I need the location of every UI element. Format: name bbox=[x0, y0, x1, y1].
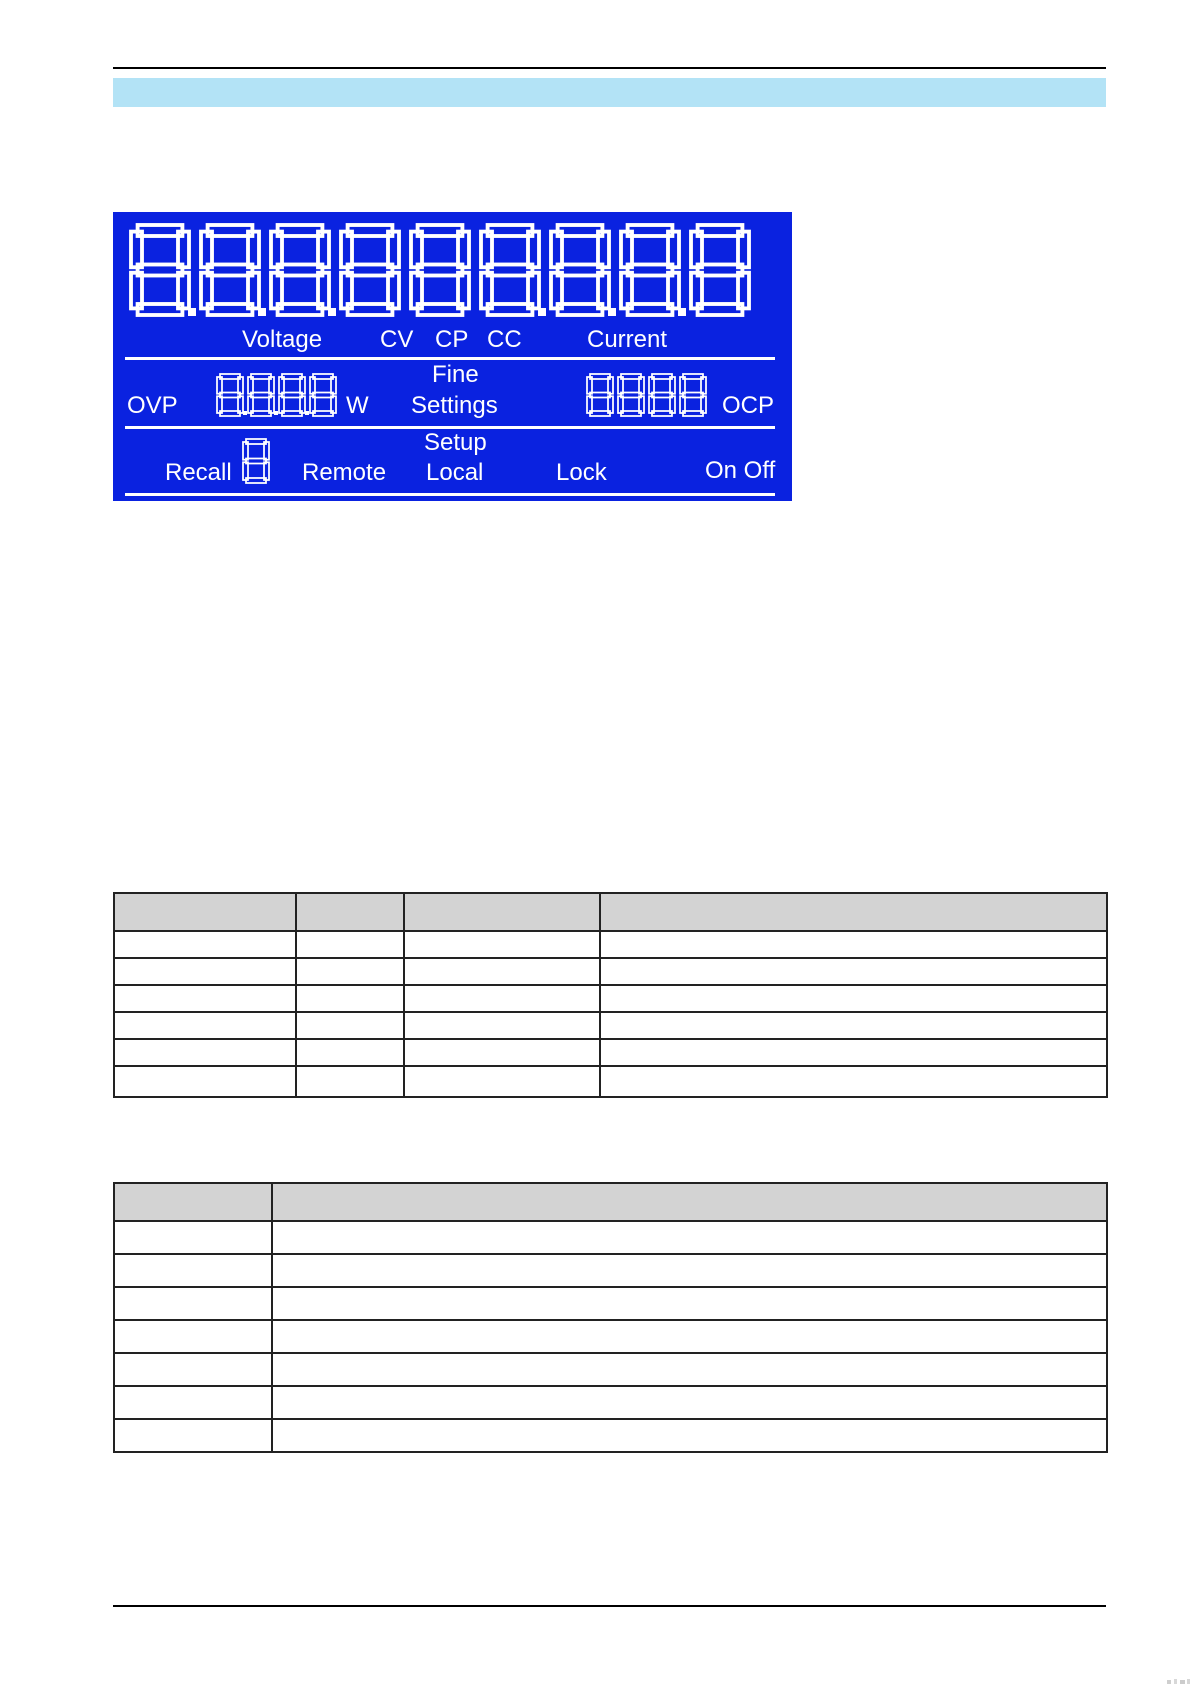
decimal-point bbox=[188, 308, 196, 316]
table-cell bbox=[404, 1066, 600, 1097]
ocp-digit bbox=[587, 374, 613, 416]
table-row bbox=[114, 1066, 1107, 1097]
segment-d bbox=[251, 411, 271, 416]
main-digit bbox=[411, 225, 469, 315]
segment-d bbox=[698, 304, 743, 315]
table-row bbox=[114, 958, 1107, 985]
lcd-label-recall: Recall bbox=[165, 459, 232, 486]
table-row bbox=[114, 1353, 1107, 1386]
segment-d bbox=[652, 411, 672, 416]
segment-a bbox=[208, 225, 253, 236]
segment-d bbox=[246, 478, 266, 483]
segment-d bbox=[278, 304, 323, 315]
segment-g bbox=[558, 265, 603, 276]
segment-g bbox=[208, 265, 253, 276]
table-row bbox=[114, 1287, 1107, 1320]
ovp-digit bbox=[217, 374, 243, 416]
segment-a bbox=[251, 374, 271, 379]
table-header-cell bbox=[296, 893, 404, 931]
lcd-label-cp: CP bbox=[435, 326, 469, 353]
segment-d bbox=[590, 411, 610, 416]
table-row bbox=[114, 985, 1107, 1012]
segment-d bbox=[208, 304, 253, 315]
main-digit bbox=[271, 225, 329, 315]
recall-digit bbox=[243, 439, 269, 483]
table-1 bbox=[113, 892, 1108, 1098]
table-header-cell bbox=[114, 1183, 272, 1221]
table-cell bbox=[114, 985, 296, 1012]
table-cell bbox=[296, 1066, 404, 1097]
table-cell bbox=[272, 1353, 1107, 1386]
main-digit bbox=[621, 225, 679, 315]
segment-a bbox=[313, 374, 333, 379]
segment-a bbox=[220, 374, 240, 379]
table-row bbox=[114, 1221, 1107, 1254]
table-cell bbox=[114, 931, 296, 958]
table-cell bbox=[404, 1039, 600, 1066]
segment-d bbox=[621, 411, 641, 416]
segment-a bbox=[278, 225, 323, 236]
table-cell bbox=[114, 1012, 296, 1039]
table-cell bbox=[272, 1254, 1107, 1287]
decimal-point bbox=[608, 308, 616, 316]
table-row bbox=[114, 1320, 1107, 1353]
segment-d bbox=[628, 304, 673, 315]
table-cell bbox=[296, 1012, 404, 1039]
page-corner-mark bbox=[1165, 1677, 1192, 1685]
table-cell bbox=[600, 1039, 1107, 1066]
table-header-row bbox=[114, 893, 1107, 931]
segment-g bbox=[246, 459, 266, 464]
main-digit bbox=[691, 225, 749, 315]
table-row bbox=[114, 931, 1107, 958]
table-cell bbox=[296, 985, 404, 1012]
table-cell bbox=[114, 1221, 272, 1254]
footer-rule bbox=[113, 1605, 1106, 1607]
lcd-divider-1 bbox=[125, 357, 775, 360]
table-cell bbox=[296, 958, 404, 985]
ovp-digit bbox=[279, 374, 305, 416]
segment-d bbox=[138, 304, 183, 315]
segment-g bbox=[418, 265, 463, 276]
lcd-label-fine: Fine bbox=[432, 361, 479, 388]
ocp-digit bbox=[649, 374, 675, 416]
segment-d bbox=[348, 304, 393, 315]
segment-g bbox=[313, 393, 333, 398]
segment-d bbox=[418, 304, 463, 315]
segment-d bbox=[220, 411, 240, 416]
table-cell bbox=[296, 931, 404, 958]
segment-g bbox=[278, 265, 323, 276]
segment-a bbox=[558, 225, 603, 236]
segment-a bbox=[282, 374, 302, 379]
segment-g bbox=[698, 265, 743, 276]
table-row bbox=[114, 1386, 1107, 1419]
segment-g bbox=[220, 393, 240, 398]
main-digit bbox=[131, 225, 189, 315]
lcd-label-lock: Lock bbox=[556, 459, 607, 486]
segment-g bbox=[282, 393, 302, 398]
main-digit bbox=[201, 225, 259, 315]
segment-d bbox=[683, 411, 703, 416]
lcd-label-remote: Remote bbox=[302, 459, 387, 486]
decimal-point bbox=[678, 308, 686, 316]
segment-a bbox=[590, 374, 610, 379]
ocp-digit bbox=[680, 374, 706, 416]
table-cell bbox=[114, 1419, 272, 1452]
segment-d bbox=[313, 411, 333, 416]
table-cell bbox=[114, 958, 296, 985]
lcd-label-on-off: On Off bbox=[705, 457, 776, 484]
table-header-cell bbox=[114, 893, 296, 931]
table-row bbox=[114, 1039, 1107, 1066]
table-cell bbox=[600, 1066, 1107, 1097]
table-cell bbox=[296, 1039, 404, 1066]
table-cell bbox=[404, 1012, 600, 1039]
section-heading-bar bbox=[113, 78, 1106, 107]
table-row bbox=[114, 1012, 1107, 1039]
segment-g bbox=[628, 265, 673, 276]
table-cell bbox=[114, 1039, 296, 1066]
segment-a bbox=[418, 225, 463, 236]
table-cell bbox=[272, 1386, 1107, 1419]
table-cell bbox=[600, 985, 1107, 1012]
decimal-point bbox=[274, 411, 278, 415]
table-cell bbox=[404, 931, 600, 958]
segment-a bbox=[621, 374, 641, 379]
segment-d bbox=[558, 304, 603, 315]
segment-a bbox=[652, 374, 672, 379]
table-row bbox=[114, 1254, 1107, 1287]
lcd-display-diagram bbox=[113, 212, 792, 501]
table-header-cell bbox=[272, 1183, 1107, 1221]
table-cell bbox=[600, 1012, 1107, 1039]
table-header-cell bbox=[404, 893, 600, 931]
table-cell bbox=[114, 1254, 272, 1287]
segment-a bbox=[348, 225, 393, 236]
main-digit bbox=[551, 225, 609, 315]
table-cell bbox=[114, 1320, 272, 1353]
decimal-point bbox=[243, 411, 247, 415]
table-cell bbox=[600, 958, 1107, 985]
lcd-label-setup: Setup bbox=[424, 429, 487, 456]
segment-d bbox=[282, 411, 302, 416]
table-cell bbox=[404, 985, 600, 1012]
table-cell bbox=[404, 958, 600, 985]
lcd-label-current: Current bbox=[587, 326, 668, 353]
lcd-divider-3 bbox=[125, 493, 775, 496]
segment-g bbox=[621, 393, 641, 398]
table-header-cell bbox=[600, 893, 1107, 931]
decimal-point bbox=[258, 308, 266, 316]
ocp-digit bbox=[618, 374, 644, 416]
segment-a bbox=[683, 374, 703, 379]
segment-g bbox=[251, 393, 271, 398]
decimal-point bbox=[328, 308, 336, 316]
lcd-label-ovp: OVP bbox=[127, 392, 178, 419]
segment-g bbox=[348, 265, 393, 276]
segment-a bbox=[698, 225, 743, 236]
table-cell bbox=[272, 1287, 1107, 1320]
table-cell bbox=[272, 1419, 1107, 1452]
lcd-label-ocp: OCP bbox=[722, 392, 775, 419]
segment-g bbox=[683, 393, 703, 398]
lcd-label-local: Local bbox=[426, 459, 484, 486]
segment-g bbox=[488, 265, 533, 276]
ovp-digit bbox=[248, 374, 274, 416]
header-rule bbox=[113, 67, 1106, 69]
segment-a bbox=[138, 225, 183, 236]
segment-g bbox=[590, 393, 610, 398]
segment-a bbox=[246, 439, 266, 444]
segment-d bbox=[488, 304, 533, 315]
segment-g bbox=[652, 393, 672, 398]
lcd-label-cc: CC bbox=[487, 326, 522, 353]
segment-g bbox=[138, 265, 183, 276]
table-cell bbox=[272, 1221, 1107, 1254]
lcd-label-settings: Settings bbox=[411, 392, 498, 419]
main-digit bbox=[341, 225, 399, 315]
main-digit bbox=[481, 225, 539, 315]
table-header-row bbox=[114, 1183, 1107, 1221]
decimal-point bbox=[538, 308, 546, 316]
table-cell bbox=[600, 931, 1107, 958]
ovp-digit bbox=[310, 374, 336, 416]
table-cell bbox=[114, 1353, 272, 1386]
segment-a bbox=[628, 225, 673, 236]
table-cell bbox=[114, 1386, 272, 1419]
lcd-label-cv: CV bbox=[380, 326, 414, 353]
table-cell bbox=[114, 1066, 296, 1097]
table-2 bbox=[113, 1182, 1108, 1453]
table-row bbox=[114, 1419, 1107, 1452]
table-cell bbox=[272, 1320, 1107, 1353]
lcd-label-voltage: Voltage bbox=[242, 326, 323, 353]
decimal-point bbox=[305, 411, 309, 415]
lcd-label-w: W bbox=[346, 392, 369, 419]
lcd-svg bbox=[113, 212, 792, 501]
segment-a bbox=[488, 225, 533, 236]
table-cell bbox=[114, 1287, 272, 1320]
